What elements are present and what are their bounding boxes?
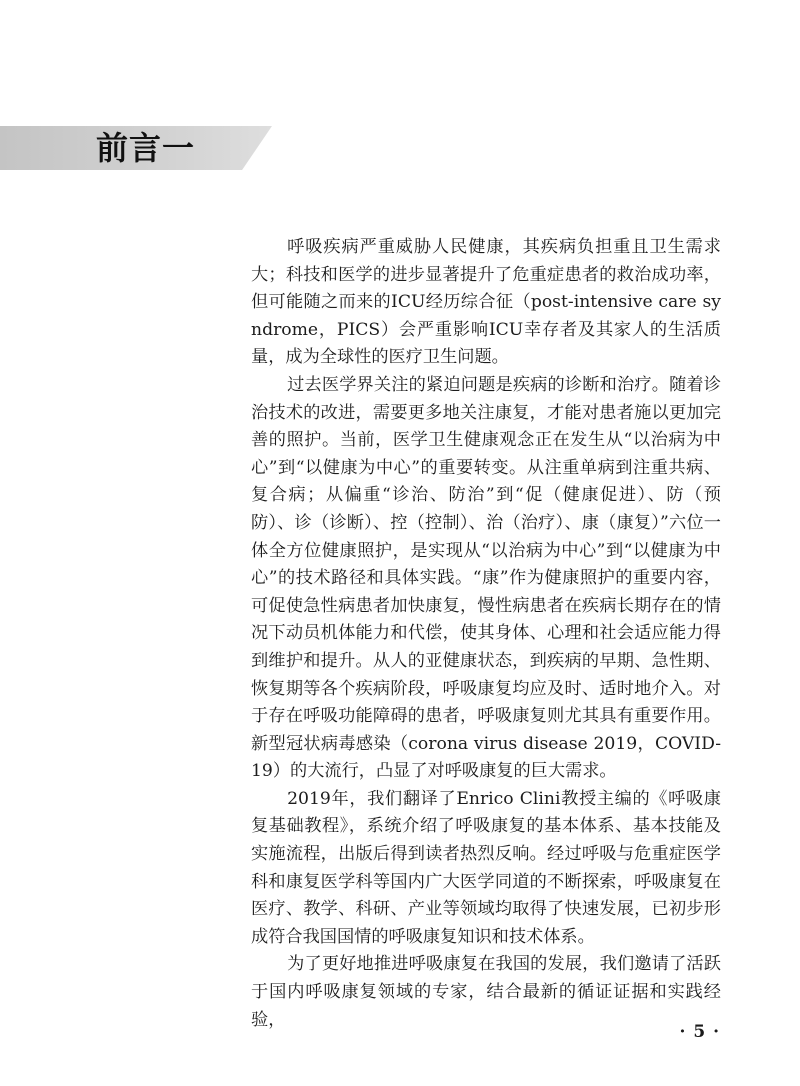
page-number: · 5 · xyxy=(679,1022,720,1042)
paragraph-1: 呼吸疾病严重威胁人民健康，其疾病负担重且卫生需求大；科技和医学的进步显著提升了危重症患者的救治成功率，但可能随之而来的ICU经历综合征（post-intensive care syndrome，PICS）会严重影响ICU幸存者及其家人的生活质量，成为全球性的医疗卫生问题。 xyxy=(251,237,721,368)
body-text xyxy=(251,234,721,1034)
chapter-title: 前言一 xyxy=(96,129,196,167)
paragraph-3: 2019年，我们翻译了Enrico Clini教授主编的《呼吸康复基础教程》，系统介绍了呼吸康复的基本体系、基本技能及实施流程，出版后得到读者热烈反响。经过呼吸与危重症医学科和康复医学科等国内广大医学同道的不断探索，呼吸康复在医疗、教学、科研、产业等领域均取得了快速发展，已初步形成符合我国国情的呼吸康复知识和技术体系。 xyxy=(251,788,721,947)
paragraph-4: 为了更好地推进呼吸康复在我国的发展，我们邀请了活跃于国内呼吸康复领域的专家，结合最新的循证证据和实践经验， xyxy=(251,954,721,1030)
paragraph-2: 过去医学界关注的紧迫问题是疾病的诊断和治疗。随着诊治技术的改进，需要更多地关注康复，才能对患者施以更加完善的照护。当前，医学卫生健康观念正在发生从“以治病为中心”到“以健康为中心”的重要转变。从注重单病到注重共病、复合病；从偏重“诊治、防治”到“促（健康促进）、防（预防）、诊（诊断）、控（控制）、治（治疗）、康（康复）”六位一体全方位健康照护，是实现从“以治病为中心”到“以健康为中心”的技术路径和具体实践。“康”作为健康照护的重要内容，可促使急性病患者加快康复，慢性病患者在疾病长期存在的情况下动员机体能力和代偿，使其身体、心理和社会适应能力得到维护和提升。从人的亚健康状态，到疾病的早期、急性期、恢复期等各个疾病阶段，呼吸康复均应及时、适时地介入。对于存在呼吸功能障碍的患者，呼吸康复则尤其具有重要作用。新型冠状病毒感染（corona virus disease 2019，COVID-19）的大流行，凸显了对呼吸康复的巨大需求。 xyxy=(251,374,721,782)
